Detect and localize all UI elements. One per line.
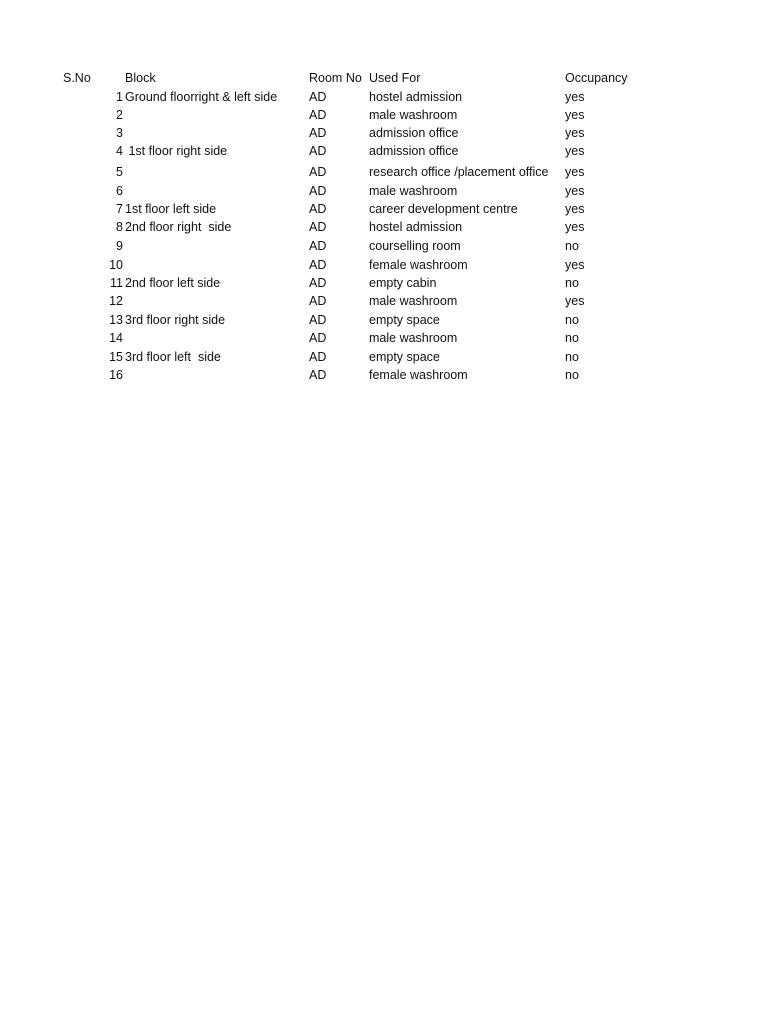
cell-room-no: AD: [309, 258, 327, 272]
cell-sno: 10: [109, 258, 123, 272]
cell-room-no: AD: [309, 313, 327, 327]
cell-room-no: AD: [309, 108, 327, 122]
cell-occupancy: yes: [565, 202, 585, 216]
cell-room-no: AD: [309, 239, 327, 253]
cell-occupancy: no: [565, 276, 579, 290]
cell-block: 1st floor left side: [125, 202, 217, 216]
cell-used-for: hostel admission: [369, 220, 463, 234]
cell-sno: 11: [110, 276, 123, 290]
cell-sno: 6: [116, 184, 123, 198]
cell-occupancy: no: [565, 313, 579, 327]
cell-used-for: male washroom: [369, 108, 458, 122]
cell-room-no: AD: [309, 126, 327, 140]
cell-sno: 3: [116, 126, 123, 140]
cell-block: 2nd floor right side: [125, 220, 232, 234]
cell-room-no: AD: [309, 144, 327, 158]
cell-block: 3rd floor left side: [125, 350, 221, 364]
header-occupancy: Occupancy: [565, 71, 628, 85]
cell-used-for: empty space: [369, 313, 440, 327]
cell-sno: 9: [116, 239, 123, 253]
cell-occupancy: yes: [565, 165, 585, 179]
cell-sno: 7: [116, 202, 123, 216]
cell-occupancy: yes: [565, 258, 585, 272]
cell-occupancy: no: [565, 239, 579, 253]
cell-occupancy: yes: [565, 294, 585, 308]
cell-sno: 15: [109, 350, 123, 364]
cell-used-for: empty cabin: [369, 276, 437, 290]
cell-used-for: admission office: [369, 126, 459, 140]
cell-used-for: research office /placement office: [369, 165, 549, 179]
header-block: Block: [125, 71, 156, 85]
cell-occupancy: yes: [565, 184, 585, 198]
cell-used-for: admission office: [369, 144, 459, 158]
cell-used-for: career development centre: [369, 202, 518, 216]
cell-sno: 8: [116, 220, 123, 234]
cell-used-for: female washroom: [369, 368, 468, 382]
cell-block: 1st floor right side: [125, 144, 228, 158]
header-sno: S.No: [63, 71, 91, 85]
cell-occupancy: yes: [565, 220, 585, 234]
cell-occupancy: yes: [565, 144, 585, 158]
cell-sno: 5: [116, 165, 123, 179]
cell-room-no: AD: [309, 276, 327, 290]
cell-room-no: AD: [309, 350, 327, 364]
cell-sno: 4: [116, 144, 123, 158]
cell-block: 2nd floor left side: [125, 276, 221, 290]
cell-used-for: empty space: [369, 350, 440, 364]
cell-room-no: AD: [309, 202, 327, 216]
cell-occupancy: no: [565, 331, 579, 345]
cell-sno: 13: [109, 313, 123, 327]
cell-used-for: male washroom: [369, 331, 458, 345]
cell-occupancy: yes: [565, 126, 585, 140]
cell-occupancy: yes: [565, 108, 585, 122]
cell-sno: 1: [116, 90, 123, 104]
cell-occupancy: no: [565, 368, 579, 382]
cell-block: Ground floorright & left side: [125, 90, 278, 104]
cell-sno: 16: [109, 368, 123, 382]
header-used-for: Used For: [369, 71, 421, 85]
cell-used-for: hostel admission: [369, 90, 463, 104]
cell-sno: 12: [109, 294, 123, 308]
cell-room-no: AD: [309, 184, 327, 198]
cell-room-no: AD: [309, 165, 327, 179]
cell-occupancy: yes: [565, 90, 585, 104]
header-room-no: Room No: [309, 71, 362, 85]
cell-used-for: courselling room: [369, 239, 461, 253]
cell-used-for: male washroom: [369, 294, 458, 308]
cell-room-no: AD: [309, 90, 327, 104]
cell-sno: 2: [116, 108, 123, 122]
cell-room-no: AD: [309, 368, 327, 382]
cell-used-for: female washroom: [369, 258, 468, 272]
cell-room-no: AD: [309, 220, 327, 234]
cell-block: 3rd floor right side: [125, 313, 226, 327]
cell-room-no: AD: [309, 331, 327, 345]
cell-room-no: AD: [309, 294, 327, 308]
cell-used-for: male washroom: [369, 184, 458, 198]
cell-sno: 14: [109, 331, 123, 345]
cell-occupancy: no: [565, 350, 579, 364]
